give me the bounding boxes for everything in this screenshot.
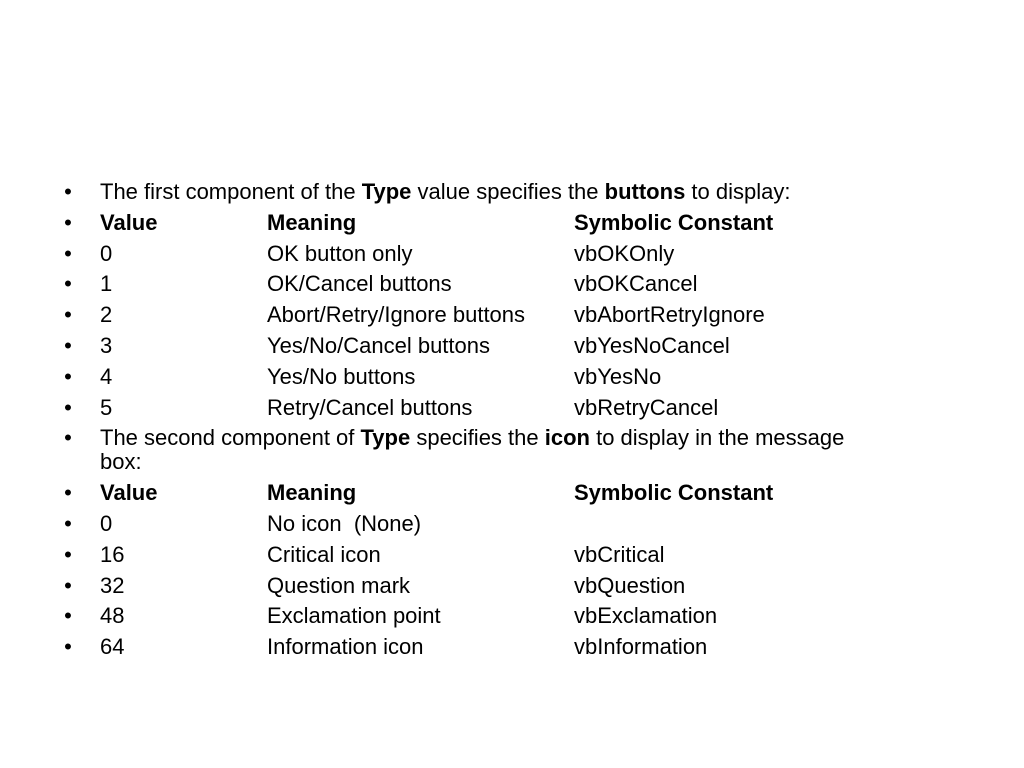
table-row bbox=[0, 272, 1024, 296]
bullet-dot: • bbox=[64, 209, 72, 235]
intro-text-type: Type bbox=[360, 425, 411, 451]
table-row bbox=[0, 242, 1024, 266]
row-meaning: Retry/Cancel buttons bbox=[267, 394, 473, 420]
table-header-buttons bbox=[0, 211, 1024, 235]
row-meaning: Exclamation point bbox=[267, 603, 441, 629]
header-constant: Symbolic Constant bbox=[574, 209, 774, 235]
row-constant: vbExclamation bbox=[574, 603, 718, 629]
row-meaning: Information icon bbox=[267, 634, 424, 660]
bullet-dot: • bbox=[64, 510, 72, 536]
bullet-dot: • bbox=[64, 394, 72, 420]
table-row bbox=[0, 635, 1024, 659]
intro-text-mid: specifies the bbox=[410, 425, 545, 451]
row-constant: vbCritical bbox=[574, 541, 665, 567]
header-constant: Symbolic Constant bbox=[574, 480, 774, 506]
row-meaning: OK button only bbox=[267, 240, 413, 266]
intro-text-pre: The first component of the bbox=[100, 179, 362, 204]
row-constant: vbInformation bbox=[574, 634, 708, 660]
row-constant: vbRetryCancel bbox=[574, 394, 719, 420]
bullet-dot: • bbox=[64, 541, 72, 567]
row-meaning: Yes/No buttons bbox=[267, 363, 416, 389]
intro-text-type: Type bbox=[361, 179, 412, 204]
table-row bbox=[0, 604, 1024, 628]
row-constant: vbOKOnly bbox=[574, 240, 675, 266]
intro-text-post: to display in the message box: bbox=[100, 425, 845, 475]
row-constant: vbYesNoCancel bbox=[574, 332, 730, 358]
bullet-dot: • bbox=[64, 302, 72, 328]
bullet-dot: • bbox=[64, 332, 72, 358]
header-meaning: Meaning bbox=[267, 209, 357, 235]
row-value: 0 bbox=[100, 510, 113, 536]
table-header-icons bbox=[0, 481, 1024, 505]
header-value: Value bbox=[100, 480, 158, 506]
row-constant: vbOKCancel bbox=[574, 271, 698, 297]
intro-text-post: to display: bbox=[685, 179, 791, 204]
table-row bbox=[0, 574, 1024, 598]
bullet-dot: • bbox=[64, 572, 72, 598]
header-value: Value bbox=[100, 209, 158, 235]
bullet-dot: • bbox=[64, 425, 72, 451]
table-row bbox=[0, 396, 1024, 420]
row-meaning: No icon (None) bbox=[267, 510, 422, 536]
row-value: 48 bbox=[100, 603, 125, 629]
table-row bbox=[0, 334, 1024, 358]
row-meaning: Question mark bbox=[267, 572, 411, 598]
row-constant: vbQuestion bbox=[574, 572, 686, 598]
bullet-dot: • bbox=[64, 271, 72, 297]
bullet-dot: • bbox=[64, 179, 72, 204]
row-value: 64 bbox=[100, 634, 125, 660]
intro-buttons-bullet bbox=[0, 180, 1024, 204]
bullet-list bbox=[0, 180, 1024, 666]
intro-text-mid: value specifies the bbox=[411, 179, 605, 204]
row-meaning: Critical icon bbox=[267, 541, 381, 567]
intro-text-pre: The second component of bbox=[100, 425, 361, 451]
row-constant: vbYesNo bbox=[574, 363, 662, 389]
row-value: 5 bbox=[100, 394, 113, 420]
row-meaning: Abort/Retry/Ignore buttons bbox=[267, 302, 526, 328]
row-constant: vbAbortRetryIgnore bbox=[574, 302, 765, 328]
intro-text-icon: icon bbox=[544, 425, 590, 451]
row-value: 16 bbox=[100, 541, 125, 567]
row-value: 1 bbox=[100, 271, 113, 297]
row-meaning: Yes/No/Cancel buttons bbox=[267, 332, 490, 358]
row-value: 32 bbox=[100, 572, 125, 598]
intro-text-buttons: buttons bbox=[604, 179, 686, 204]
row-value: 3 bbox=[100, 332, 113, 358]
bullet-dot: • bbox=[64, 634, 72, 660]
bullet-dot: • bbox=[64, 480, 72, 506]
row-value: 0 bbox=[100, 240, 113, 266]
bullet-dot: • bbox=[64, 240, 72, 266]
bullet-dot: • bbox=[64, 603, 72, 629]
table-row bbox=[0, 512, 1024, 536]
intro-icon-bullet bbox=[0, 426, 880, 474]
table-row bbox=[0, 303, 1024, 327]
table-row bbox=[0, 543, 1024, 567]
row-value: 4 bbox=[100, 363, 113, 389]
header-meaning: Meaning bbox=[267, 480, 357, 506]
table-row bbox=[0, 365, 1024, 389]
row-value: 2 bbox=[100, 302, 113, 328]
bullet-dot: • bbox=[64, 363, 72, 389]
row-meaning: OK/Cancel buttons bbox=[267, 271, 452, 297]
